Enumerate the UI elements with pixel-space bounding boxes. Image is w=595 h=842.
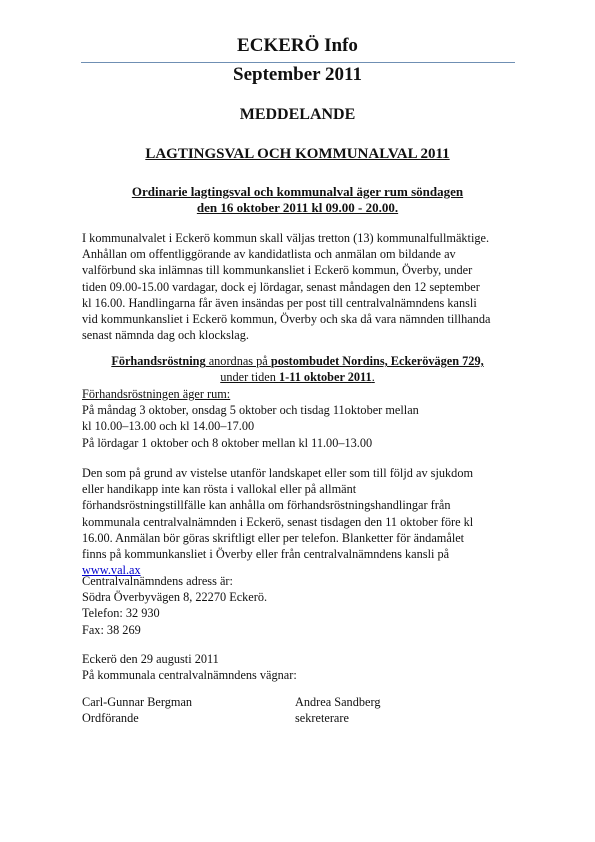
election-date-line-2: den 16 oktober 2011 kl 09.00 - 20.00. (196, 200, 399, 215)
election-date-line-1: Ordinarie lagtingsval och kommunalval äger rum söndagen (131, 184, 464, 199)
signatory-name: Carl-Gunnar Bergman (82, 695, 193, 709)
phone-number: Telefon: 32 930 (82, 606, 160, 621)
schedule-heading: Förhandsröstningen äger rum: (82, 387, 231, 401)
paragraph-line: I kommunalvalet i Eckerö kommun skall väljas tretton (13) kommunalfullmäktige. (82, 231, 490, 245)
paragraph-line: förhandsröstningstillfälle kan anhålla om förhandsröstningshandlingar från (82, 498, 451, 513)
early-vote-location (0, 353, 595, 369)
paragraph-line: valförbund ska inlämnas till kommunkansliet i Eckerö kommun, Överby, under (82, 263, 473, 278)
candidate-list-paragraph (82, 230, 490, 343)
early-vote-label: Förhandsröstning (111, 354, 206, 368)
paragraph-line: tiden 09.00-15.00 vardagar, dock ej lördagar, senast måndagen den 12 september (82, 279, 480, 294)
issue-date: September 2011 (233, 64, 362, 85)
paragraph-line: Anhållan om offentliggörande av kandidatlista och anmälan om bildande av (82, 247, 456, 262)
paragraph-line: senast nämnda dag och klockslag. (82, 328, 249, 343)
paragraph-line: eller handikapp inte kan rösta i vallokal eller på allmänt (82, 482, 357, 497)
early-vote-period-end: . (371, 370, 375, 384)
address-heading: Centralvalnämndens adress är: (82, 574, 233, 588)
signatory-role: Ordförande (82, 711, 139, 726)
early-vote-schedule (82, 386, 419, 451)
announcement-headline: LAGTINGSVAL OCH KOMMUNALVAL 2011 (145, 146, 450, 162)
signatory-role: sekreterare (295, 711, 349, 726)
committee-address (82, 573, 267, 638)
paragraph-line: 16.00. Anmälan bör göras skriftligt eller per telefon. Blanketter för ändamålet (82, 530, 465, 545)
schedule-line: På måndag 3 oktober, onsdag 5 oktober och tisdag 11oktober mellan (82, 403, 419, 418)
paragraph-line: finns på kommunkansliet i Överby eller från centralvalnämndens kansli på (82, 547, 450, 562)
early-vote-place: postombudet Nordins, Eckerövägen 729, (270, 354, 484, 368)
street-address: Södra Överbyvägen 8, 22270 Eckerö. (82, 590, 268, 605)
val-ax-link[interactable]: www.val.ax (82, 563, 141, 578)
schedule-line: På lördagar 1 oktober och 8 oktober mellan kl 11.00–13.00 (82, 435, 373, 450)
fax-number: Fax: 38 269 (82, 622, 141, 637)
newsletter-title: ECKERÖ Info (237, 35, 358, 56)
paragraph-line: vid kommunkansliet i Eckerö kommun, Överby och ska då vara nämnden tillhanda (82, 312, 491, 327)
paragraph-line: kommunala centralvalnämnden i Eckerö, senast tisdagen den 11 oktober före kl (82, 514, 474, 529)
signatory-name: Andrea Sandberg (295, 695, 381, 709)
header-divider (81, 62, 515, 63)
absentee-vote-paragraph (82, 465, 473, 578)
early-vote-dates: 1-11 oktober 2011 (278, 370, 372, 384)
closing-block (82, 651, 297, 683)
on-behalf-line: På kommunala centralvalnämndens vägnar: (82, 668, 297, 683)
election-date-notice (0, 184, 595, 216)
paragraph-line: kl 16.00. Handlingarna får även insändas per post till centralvalnämndens kansli (82, 295, 477, 310)
early-vote-period (0, 369, 595, 385)
early-vote-period-text: under tiden (220, 370, 279, 384)
section-heading: MEDDELANDE (239, 106, 356, 123)
paragraph-line: Den som på grund av vistelse utanför landskapet eller som till följd av sjukdom (82, 466, 474, 480)
schedule-line: kl 10.00–13.00 och kl 14.00–17.00 (82, 419, 255, 434)
place-date: Eckerö den 29 augusti 2011 (82, 652, 219, 666)
early-vote-text: anordnas på (205, 354, 271, 368)
signature-secretary (295, 694, 380, 726)
signature-chair (82, 694, 192, 726)
